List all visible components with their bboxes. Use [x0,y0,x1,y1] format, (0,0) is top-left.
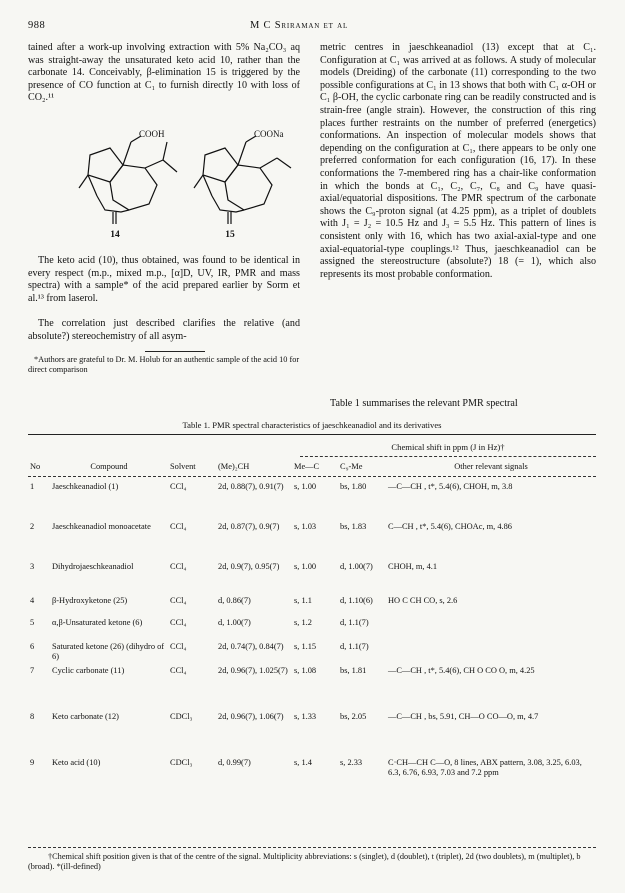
group-label-right: COONa [254,129,284,139]
cell-compound: Jaeschkeanadiol (1) [52,482,119,491]
col-header-compound: Compound [90,462,128,471]
cell-mec: s, 1.33 [294,712,317,721]
cell-c9me: s, 2.33 [340,758,363,767]
table-header-row [28,462,596,472]
table-row [28,618,596,642]
col-header-mec: Me—C [294,462,320,471]
cell-c9me: bs, 1.80 [340,482,367,491]
cell-no: 9 [30,758,35,767]
cell-no: 5 [30,618,35,627]
pmr-table [28,462,596,812]
cell-compound: α,β-Unsaturated ketone (6) [52,618,143,627]
cell-other: CHOH, m, 4.1 [388,562,438,571]
cell-me2ch: 2d, 0.74(7), 0.84(7) [218,642,284,651]
table-row [28,712,596,758]
cell-mec: s, 1.00 [294,482,317,491]
cell-other: —C—CH , t*, 5.4(6), CHOH, m, 3.8 [388,482,513,491]
cell-me2ch: d, 0.86(7) [218,596,251,605]
cell-compound: Saturated ketone (26) (dihydro of 6) [52,642,165,661]
cell-compound: Keto carbonate (12) [52,712,119,721]
cell-compound: β-Hydroxyketone (25) [52,596,128,605]
cell-c9me: bs, 1.83 [340,522,367,531]
cell-c9me: d, 1.1(7) [340,618,369,627]
table-span-header: Chemical shift in ppm (J in Hz)† [391,442,505,452]
cell-compound: Cyclic carbonate (11) [52,666,125,675]
table-row [28,666,596,712]
col-header-solvent: Solvent [170,462,196,471]
cell-no: 8 [30,712,35,721]
cell-other: —C—CH , t*, 5.4(6), CH O CO O, m, 4.25 [388,666,535,675]
page-number: 988 [28,20,46,31]
table-row [28,642,596,666]
cell-mec: s, 1.03 [294,522,317,531]
cell-other [386,642,596,666]
cell-mec: s, 1.4 [294,758,312,767]
cell-c9me: bs, 2.05 [340,712,367,721]
cell-me2ch: 2d, 0.88(7), 0.91(7) [218,482,284,491]
cell-solvent: CCl₄ [170,482,187,491]
cell-other: —C—CH , bs, 5.91, CH—O CO—O, m, 4.7 [388,712,539,721]
cell-me2ch: 2d, 0.87(7), 0.9(7) [218,522,280,531]
cell-other: C—CH , t*, 5.4(6), CHOAc, m, 4.86 [388,522,512,531]
table-caption: Table 1. PMR spectral characteristics of jaeschkeanadiol and its derivatives [182,420,442,430]
col-header-no: No [30,462,41,471]
chemical-structures [55,120,305,245]
cell-mec: s, 1.00 [294,562,317,571]
span-header-rule [300,456,596,457]
cell-no: 6 [30,642,35,651]
cell-compound: Jaeschkeanadiol monoacetate [52,522,151,531]
structure-label-14: 14 [110,230,120,240]
right-paragraph-1: metric centres in jaeschkeanadiol (13) except that at C₁. Configuration at C₁ was arrived at as follows. A study of molecular models (Dreiding) of the carbonate (11) corresponding to the two possible configurations at C₁ in 13 shows that both with C₁ α-OH or C₁ β-OH, the cyclic carbonate ring can be readily constructed and is strain-free (angle strain). However, the construction of this ring places further restraints on the number of preferred (energetics) conformations. An inspection of molecular models shows that depending on the configuration at C₁, there appears to be only one preferred conformation for each configuration (16, 17). In these conformations the 7-membered ring has a chair-like conformation in which the bonds at C₁, C₂, C₇, C₈ and C₉ have quasi-axial/equatorial dispositions. The PMR spectrum of the carbonate shows the C₉-proton signal (at 4.25 ppm), as a triplet of doublets with J₁ = J₂ = 10.5 Hz and J₃ = 5.5 Hz. This pattern of lines is consistent only with 16, which has two axial-axial-type and one axial-equatorial-type couplings.¹² Thus, jaeschkeanadiol can be assigned the stereostructure (absolute?) 18 (= 1), which also represents its most probable conformation. [320,42,596,280]
left-paragraph-3: The correlation just described clarifies the relative (and absolute?) stereochemistry of all asym- [28,318,300,342]
footnote-rule [145,351,205,352]
cell-mec: s, 1.1 [294,596,312,605]
cell-no: 2 [30,522,35,531]
table-top-rule [28,434,596,435]
cell-other [386,618,596,642]
cell-mec: s, 1.2 [294,618,312,627]
col-header-c9me: C₉-Me [340,462,363,471]
cell-mec: s, 1.08 [294,666,317,675]
cell-me2ch: 2d, 0.9(7), 0.95(7) [218,562,280,571]
cell-solvent: CCl₄ [170,642,187,651]
cell-solvent: CCl₄ [170,596,187,605]
cell-me2ch: d, 1.00(7) [218,618,251,627]
cell-me2ch: 2d, 0.96(7), 1.025(7) [218,666,288,675]
right-paragraph-2: Table 1 summarises the relevant PMR spectral [330,398,518,409]
structure-14 [79,136,177,224]
cell-solvent: CCl₄ [170,618,187,627]
cell-solvent: CCl₄ [170,562,187,571]
cell-me2ch: d, 0.99(7) [218,758,251,767]
col-header-me2ch: (Me)₂CH [218,462,250,471]
table-row [28,596,596,618]
left-paragraph-1: tained after a work-up involving extraction with 5% Na₂CO₃ aq was straight-away the unsaturated keto acid 10, rather than the carbonate 14. Conceivably, β-elimination 15 is triggered by the presence of CO function at C₁ to furnish directly 10 with loss of CO₂.¹¹ [28,42,300,104]
table-footnote: †Chemical shift position given is that of the centre of the signal. Multiplicity abbreviations: s (singlet), d (doublet), t (triplet), 2d (two doublets), m (multiplet), b (broad). *(ill-defined) [28,852,581,871]
table-row [28,758,596,812]
cell-solvent: CDCl₃ [170,712,193,721]
cell-other: C·CH—CH C—O, 8 lines, ABX pattern, 3.08, 3.25, 6.03, 6.3, 6.76, 6.93, 7.03 and 7.2 ppm [388,758,582,777]
cell-me2ch: 2d, 0.96(7), 1.06(7) [218,712,284,721]
cell-no: 4 [30,596,35,605]
cell-compound: Dihydrojaeschkeanadiol [52,562,134,571]
table-row [28,522,596,562]
structure-label-15: 15 [225,230,235,240]
cell-mec: s, 1.15 [294,642,317,651]
left-footnote: *Authors are grateful to Dr. M. Holub for an authentic sample of the acid 10 for direct comparison [28,355,300,374]
cell-c9me: d, 1.10(6) [340,596,373,605]
cell-c9me: bs, 1.81 [340,666,367,675]
col-header-other: Other relevant signals [454,462,528,471]
left-paragraph-2: The keto acid (10), thus obtained, was found to be identical in every respect (m.p., mixed m.p., [α]D, UV, IR, PMR and mass spectra) with a sample* of the acid prepared earlier by Sorm et al.¹³ from laserol. [28,255,300,304]
cell-c9me: d, 1.00(7) [340,562,373,571]
cell-compound: Keto acid (10) [52,758,101,767]
running-title: M C Sriraman et al [250,20,349,31]
cell-c9me: d, 1.1(7) [340,642,369,651]
cell-no: 1 [30,482,35,491]
structure-15 [194,136,291,224]
group-label-left: COOH [139,129,165,139]
table-row [28,562,596,596]
cell-other: HO C CH CO, s, 2.6 [388,596,458,605]
cell-solvent: CCl₄ [170,666,187,675]
cell-no: 3 [30,562,35,571]
table-row [28,482,596,522]
cell-solvent: CCl₄ [170,522,187,531]
cell-solvent: CDCl₃ [170,758,193,767]
cell-no: 7 [30,666,35,675]
table-bottom-rule [28,847,596,848]
